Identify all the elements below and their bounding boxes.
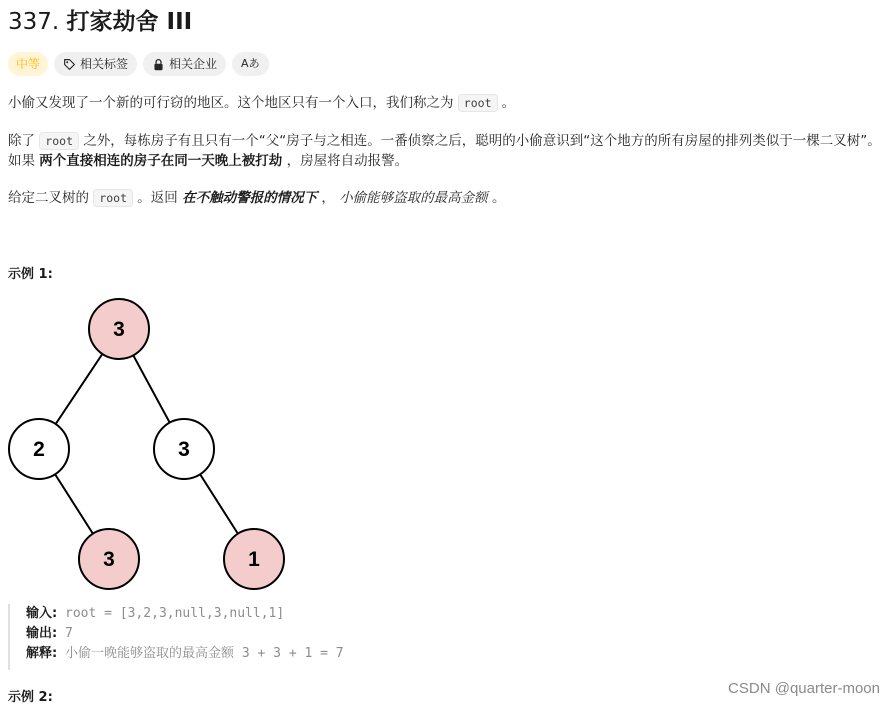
description-text: 。 — [501, 95, 516, 111]
related-companies-button[interactable] — [143, 52, 226, 76]
description-paragraph-1 — [8, 93, 515, 113]
example-explain-row — [26, 644, 426, 664]
explain-label: 解释: — [26, 646, 58, 661]
problem-title — [8, 6, 192, 38]
tag-bar — [8, 52, 269, 76]
description-text: ， — [321, 190, 335, 206]
example-2-title: 示例 2: — [8, 690, 53, 705]
inline-code: root — [39, 132, 79, 150]
tree-edges — [39, 329, 254, 559]
tree-node-value: 3 — [103, 548, 115, 571]
inline-code: root — [93, 189, 133, 207]
tree-nodes — [9, 299, 284, 589]
tree-node — [154, 419, 214, 479]
description-text: 。返回 — [137, 190, 178, 206]
inline-code: root — [458, 94, 498, 112]
related-tags-button[interactable] — [54, 52, 137, 76]
difficulty-badge[interactable] — [8, 52, 48, 76]
description-text: 小偷又发现了一个新的可行窃的地区。这个地区只有一个入口，我们称之为 — [8, 95, 454, 111]
tree-node-value: 3 — [113, 318, 125, 341]
lock-icon — [152, 58, 165, 71]
watermark: CSDN @quarter-moon — [728, 680, 880, 697]
bold-italic-text: 在不触动警报的情况下 — [182, 190, 318, 206]
translate-button[interactable] — [232, 52, 269, 76]
related-tags-label: 相关标签 — [80, 57, 129, 71]
output-label: 输出: — [26, 626, 58, 641]
example-1-title: 示例 1: — [8, 267, 53, 282]
description-text: 除了 — [8, 133, 35, 149]
related-companies-label: 相关企业 — [169, 57, 218, 71]
problem-number: 337. — [8, 9, 60, 35]
example-output-row — [26, 624, 426, 644]
example-input-row — [26, 604, 426, 624]
description-paragraph-2 — [8, 131, 881, 151]
description-text: ，房屋将自动报警。 — [286, 153, 409, 169]
input-value: root = [3,2,3,null,3,null,1] — [65, 606, 285, 621]
binary-tree-diagram — [0, 290, 320, 600]
bold-text: 两个直接相连的房子在同一天晚上被打劫 — [39, 153, 283, 169]
example-1-io — [8, 604, 426, 670]
explain-value: 小偷一晚能够盗取的最高金额 3 + 3 + 1 = 7 — [65, 646, 344, 661]
translate-icon: Aあ — [241, 57, 260, 70]
description-text: 。 — [491, 190, 506, 206]
description-text: 给定二叉树的 — [8, 190, 89, 206]
description-text: 之外，每栋房子有且只有一个“父“房子与之相连。一番侦察之后，聪明的小偷意识到“这个地方的所有房屋的排列类似于一棵二叉树”。 — [83, 133, 881, 149]
tag-icon — [63, 58, 76, 71]
description-paragraph-2-cont — [8, 151, 408, 171]
tree-node-value: 2 — [33, 438, 45, 461]
difficulty-label: 中等 — [16, 57, 41, 71]
tree-node — [9, 419, 69, 479]
italic-text: 小偷能够盗取的最高金额 — [339, 190, 488, 206]
input-label: 输入: — [26, 606, 58, 621]
problem-name: 打家劫舍 III — [66, 9, 193, 35]
description-text: 如果 — [8, 153, 35, 169]
tree-node — [89, 299, 149, 359]
tree-node — [224, 529, 284, 589]
tree-node-value: 1 — [248, 548, 260, 571]
description-paragraph-3 — [8, 188, 505, 208]
tree-node-value: 3 — [178, 438, 190, 461]
output-value: 7 — [65, 626, 73, 641]
tree-node — [79, 529, 139, 589]
